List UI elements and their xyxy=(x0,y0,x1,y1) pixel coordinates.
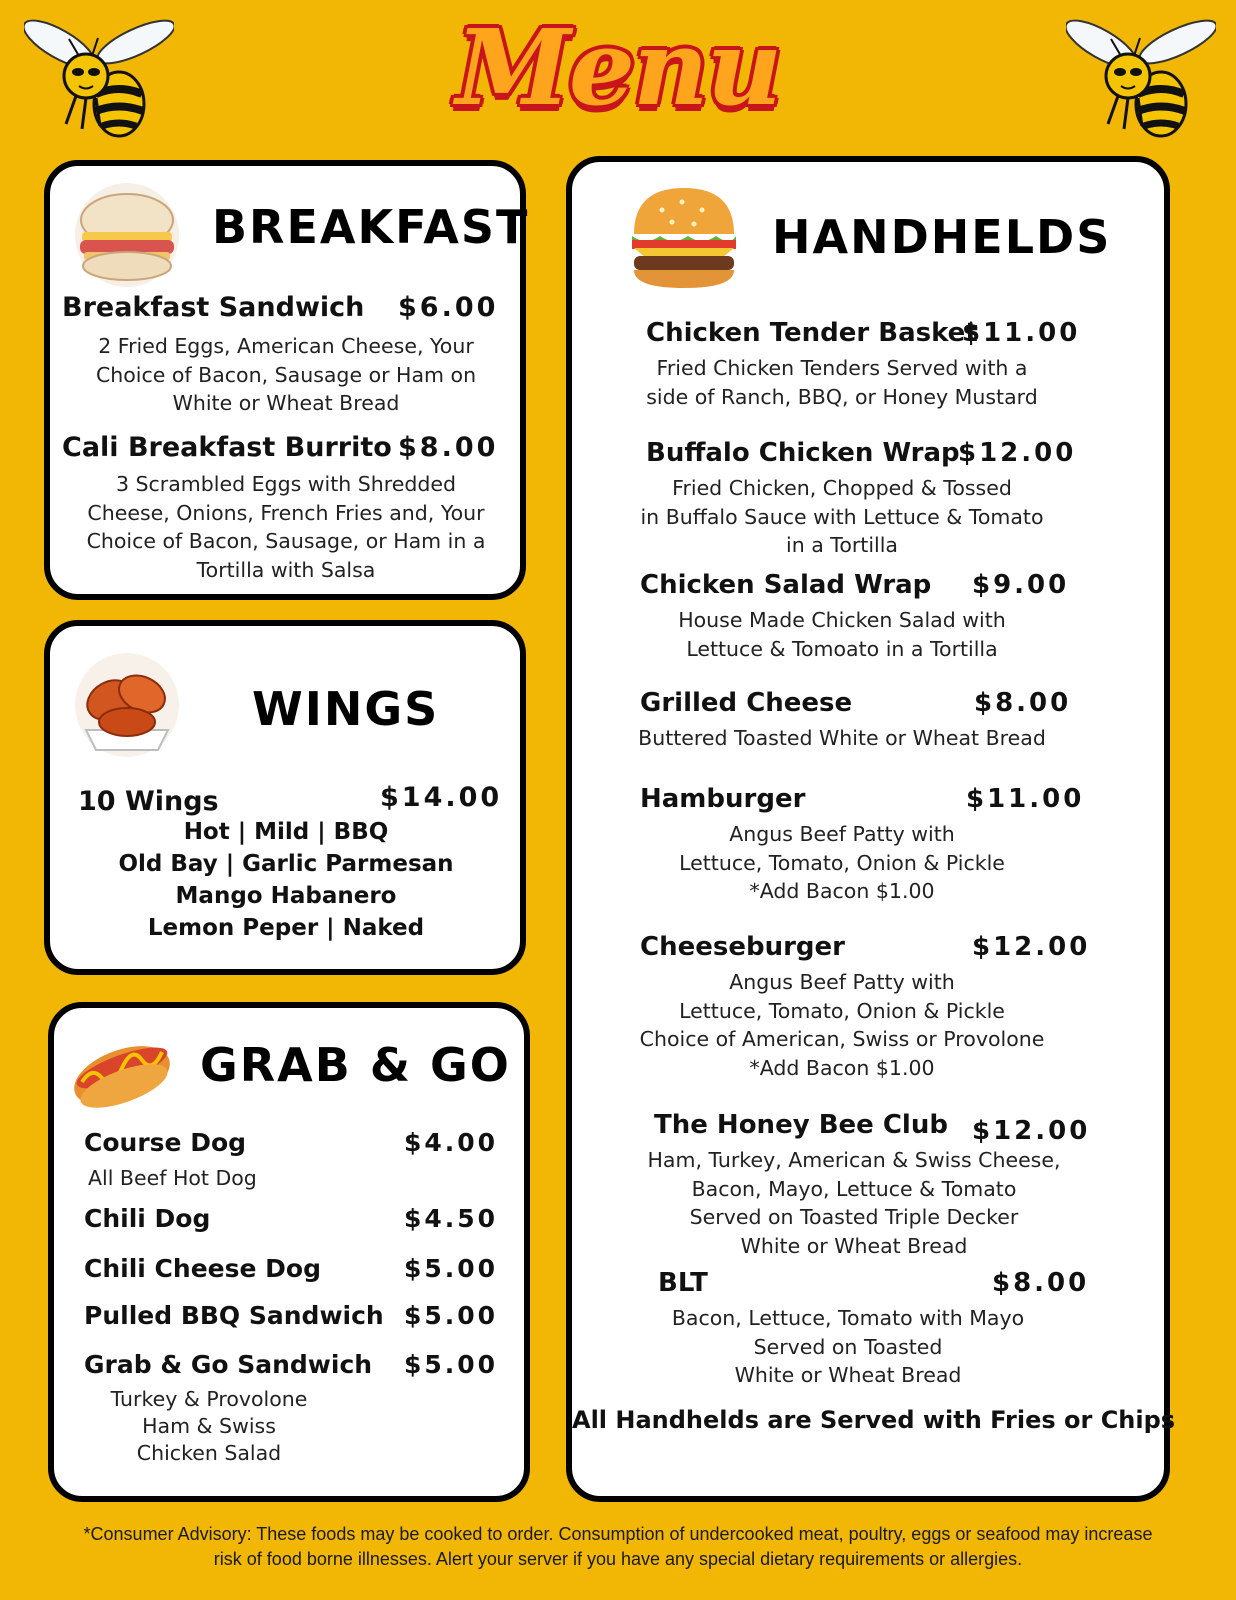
breakfast-heading: BREAKFAST xyxy=(212,200,530,254)
menu-item-description: Angus Beef Patty with Lettuce, Tomato, Onion & Pickle Choice of American, Swiss or Provolone *Add Bacon $1.00 xyxy=(639,970,1045,1080)
chicken-wings-icon xyxy=(72,650,182,760)
consumer-advisory: *Consumer Advisory: These foods may be cooked to order. Consumption of undercooked meat, poultry, eggs or seafood may increase risk of food borne illnesses. Alert your server if you have any special dietary requirements or allergies. xyxy=(83,1524,1153,1569)
menu-item-description: 2 Fried Eggs, American Cheese, Your Choice of Bacon, Sausage or Ham on White or Wheat Bread xyxy=(95,334,477,415)
menu-item-description: All Beef Hot Dog xyxy=(88,1166,257,1190)
menu-item-description: House Made Chicken Salad with Lettuce & Tomoato in a Tortilla xyxy=(678,608,1006,661)
wing-flavors: Hot | Mild | BBQ Old Bay | Garlic Parmesan Mango Habanero Lemon Peper | Naked xyxy=(118,819,454,941)
menu-item-price: $5.00 xyxy=(404,1254,499,1283)
menu-item-name: Pulled BBQ Sandwich xyxy=(84,1301,384,1330)
menu-item-description: Bacon, Lettuce, Tomato with Mayo Served on Toasted White or Wheat Bread xyxy=(671,1306,1025,1387)
grab-and-go-panel xyxy=(48,1002,530,1502)
menu-item-price: $5.00 xyxy=(404,1350,499,1379)
bee-mascot-icon xyxy=(1066,14,1216,139)
menu-title: Menu xyxy=(455,6,781,129)
menu-item-price: $6.00 xyxy=(398,292,499,323)
menu-item-price: $4.50 xyxy=(404,1204,499,1233)
menu-item-description: Fried Chicken Tenders Served with a side of Ranch, BBQ, or Honey Mustard xyxy=(646,356,1038,409)
menu-item-name: 10 Wings xyxy=(78,786,219,817)
menu-item-description: Turkey & Provolone Ham & Swiss Chicken Salad xyxy=(110,1387,308,1465)
menu-item-description: Buttered Toasted White or Wheat Bread xyxy=(638,726,1046,750)
menu-item-price: $8.00 xyxy=(992,1268,1090,1298)
handhelds-panel xyxy=(566,156,1176,1502)
menu-item-name: Chicken Salad Wrap xyxy=(640,570,932,600)
menu-item-name: Buffalo Chicken Wrap xyxy=(646,438,960,468)
menu-item-price: $11.00 xyxy=(962,318,1081,348)
menu-item-price: $9.00 xyxy=(972,570,1070,600)
burger-icon xyxy=(626,180,742,296)
menu-item-name: Chicken Tender Basket xyxy=(646,318,978,348)
wings-panel xyxy=(44,620,526,975)
menu-item-price: $14.00 xyxy=(380,782,503,813)
menu-item-name: Grilled Cheese xyxy=(640,688,853,718)
menu-item-description: 3 Scrambled Eggs with Shredded Cheese, Onions, French Fries and, Your Choice of Bacon, Sausage, or Ham in a Tortilla with Salsa xyxy=(86,472,486,582)
menu-item-price: $12.00 xyxy=(972,1116,1091,1146)
wings-heading: WINGS xyxy=(252,682,440,736)
breakfast-sandwich-icon xyxy=(72,180,182,290)
menu-item-name: Grab & Go Sandwich xyxy=(84,1350,373,1379)
menu-item-price: $12.00 xyxy=(958,438,1077,468)
menu-item-description: Ham, Turkey, American & Swiss Cheese, Bacon, Mayo, Lettuce & Tomato Served on Toasted Triple Decker White or Wheat Bread xyxy=(647,1148,1061,1258)
menu-item-price: $11.00 xyxy=(966,784,1085,814)
bee-mascot-icon xyxy=(24,14,174,139)
menu-item-name: Chili Dog xyxy=(84,1204,211,1233)
menu-item-price: $4.00 xyxy=(404,1128,499,1157)
menu-item-name: BLT xyxy=(658,1268,708,1298)
grab-and-go-heading: GRAB & GO xyxy=(200,1038,511,1092)
menu-item-name: Hamburger xyxy=(640,784,806,814)
menu-item-name: The Honey Bee Club xyxy=(654,1110,948,1140)
menu-item-name: Cali Breakfast Burrito xyxy=(62,432,392,463)
menu-item-price: $12.00 xyxy=(972,932,1091,962)
handhelds-heading: HANDHELDS xyxy=(772,210,1112,264)
menu-item-price: $8.00 xyxy=(398,432,499,463)
handhelds-footer-note: All Handhelds are Served with Fries or Chips xyxy=(572,1406,1176,1434)
menu-item-name: Breakfast Sandwich xyxy=(62,292,365,323)
hot-dog-icon xyxy=(70,1024,174,1114)
breakfast-panel xyxy=(44,160,530,600)
menu-item-description: Fried Chicken, Chopped & Tossed in Buffalo Sauce with Lettuce & Tomato in a Tortilla xyxy=(640,476,1044,557)
menu-item-name: Cheeseburger xyxy=(640,932,845,962)
menu-item-price: $5.00 xyxy=(404,1301,499,1330)
menu-item-description: Angus Beef Patty with Lettuce, Tomato, Onion & Pickle *Add Bacon $1.00 xyxy=(679,822,1005,903)
menu-item-name: Course Dog xyxy=(84,1128,247,1157)
menu-item-name: Chili Cheese Dog xyxy=(84,1254,321,1283)
menu-item-price: $8.00 xyxy=(974,688,1072,718)
